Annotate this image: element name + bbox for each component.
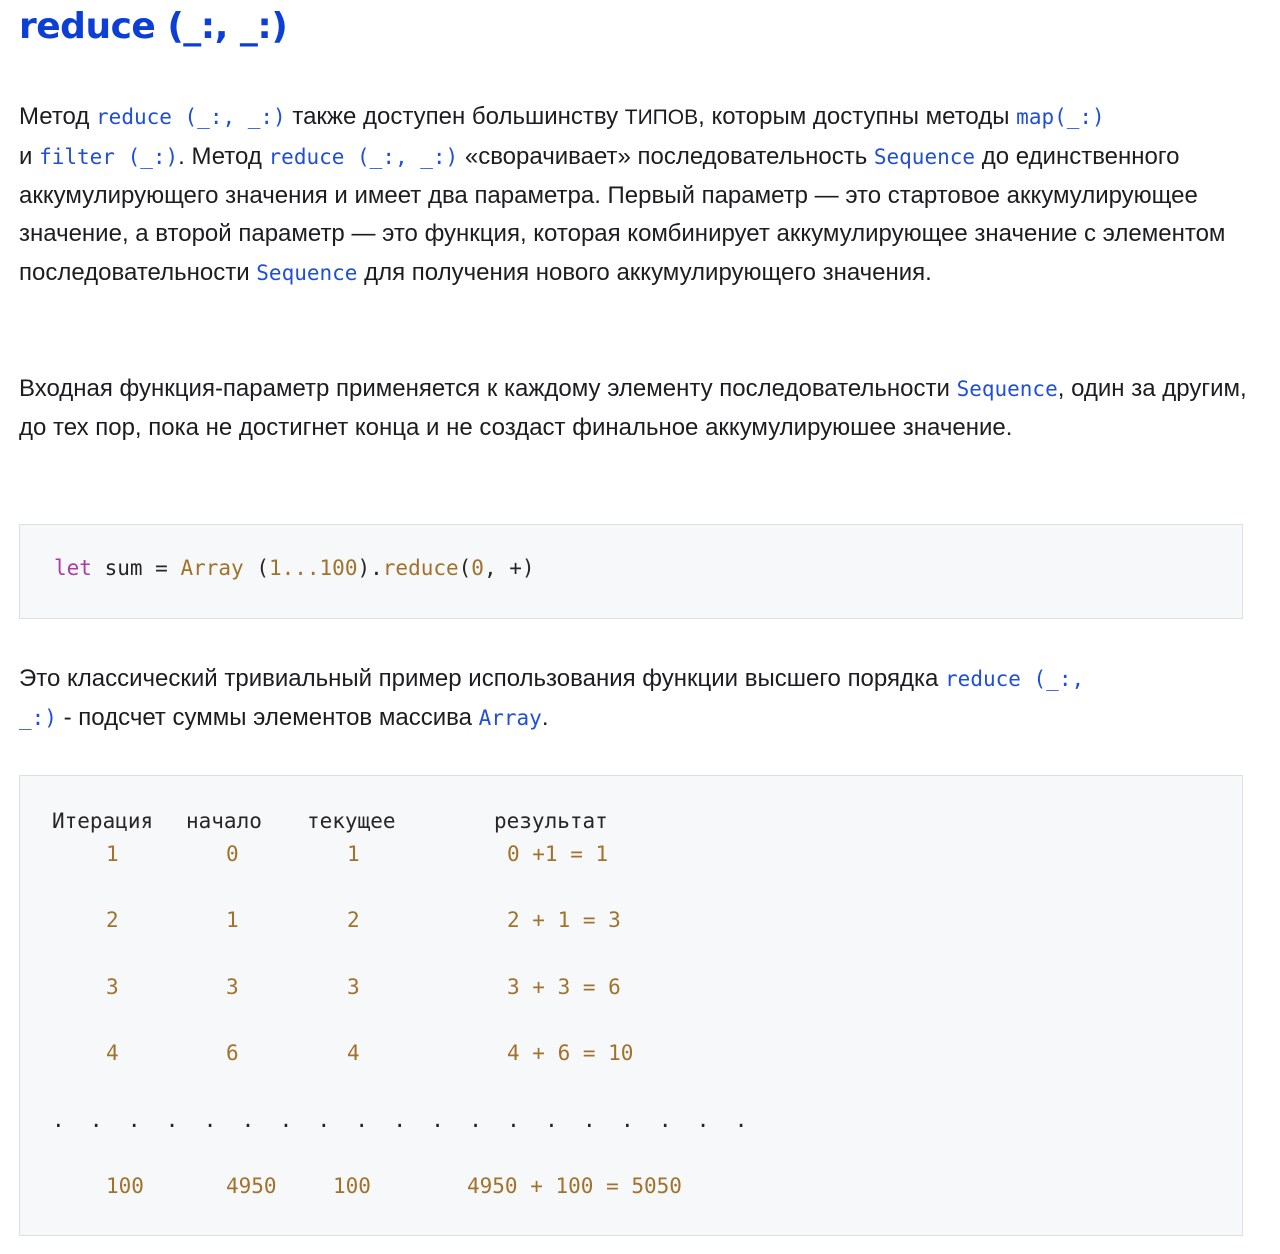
text: «сворачивает» последовательность	[458, 142, 874, 170]
text: - подсчет суммы элементов массива	[56, 703, 479, 731]
table-cell-result: 3 + 3 = 6	[507, 975, 621, 999]
page-title: reduce (_:, _:)	[19, 6, 288, 47]
text: .	[541, 703, 549, 731]
text: ТИПОВ	[624, 106, 699, 129]
table-cell-result: 0 +1 = 1	[507, 842, 609, 866]
table-cell-current: 1	[347, 842, 360, 866]
code-line	[54, 555, 535, 581]
table-cell-current: 3	[347, 975, 360, 999]
code-block-iteration-table	[19, 775, 1243, 1236]
table-cell-iteration: 100	[106, 1174, 144, 1198]
inline-code: Array	[478, 705, 542, 730]
table-cell-current: 2	[347, 908, 360, 932]
table-cell-iteration: 2	[106, 908, 119, 932]
text: Это классический тривиальный пример использования функции высшего порядка	[19, 665, 946, 692]
inline-code: reduce (_:, _:)	[96, 105, 286, 129]
text: . Метод	[178, 142, 269, 170]
text: до единственного аккумулирующего значения и имеет два параметра. Первый параметр — это стартовое аккумулирующее значение, а второй параметр — это функция, которая комбинирует аккумулирующее значение с элементом последовательности	[19, 142, 1226, 287]
paragraph-function-application	[19, 370, 1247, 448]
inline-code: map(_:)	[1016, 105, 1105, 129]
table-cell-result: 4950 + 100 = 5050	[467, 1174, 682, 1198]
text: , которым доступны методы	[698, 103, 1017, 130]
table-cell-iteration: 3	[106, 975, 119, 999]
inline-code: filter (_:)	[39, 144, 179, 169]
code-text: (	[458, 556, 472, 580]
table-header-current: текущее	[307, 809, 396, 833]
code-block-sum	[19, 524, 1243, 619]
table-header-start: начало	[186, 809, 262, 833]
inline-code: Sequence	[956, 377, 1058, 401]
code-method: reduce	[382, 556, 459, 580]
text: Входная функция-параметр применяется к каждому элементу последовательности	[19, 375, 957, 402]
table-cell-current: 100	[333, 1174, 371, 1198]
table-cell-start: 6	[226, 1041, 239, 1065]
code-text: sum =	[91, 556, 181, 580]
table-cell-start: 4950	[226, 1174, 277, 1198]
table-header-iteration: Итерация	[52, 809, 154, 833]
ellipsis-row: . . . . . . . . . . . . . . . . . . .	[52, 1108, 748, 1132]
code-number: 0	[471, 556, 484, 580]
code-text: ).	[357, 556, 383, 580]
paragraph-reduce-description	[19, 98, 1247, 293]
table-cell-result: 4 + 6 = 10	[507, 1041, 634, 1065]
text: также доступен большинству	[285, 103, 625, 130]
table-cell-iteration: 4	[106, 1041, 119, 1065]
table-cell-result: 2 + 1 = 3	[507, 908, 621, 932]
inline-code: Sequence	[256, 261, 358, 286]
text: , один за другим, до тех пор, пока не достигнет конца и не создаст финальное аккумулируюшее значение.	[19, 375, 1247, 441]
text: для получения нового аккумулирующего значения.	[357, 259, 932, 287]
table-cell-current: 4	[347, 1041, 360, 1065]
code-keyword: let	[54, 556, 92, 580]
table-cell-start: 3	[226, 975, 239, 999]
inline-code: reduce (_:, _:)	[268, 144, 459, 169]
table-cell-start: 0	[226, 842, 239, 866]
inline-code: _:)	[19, 705, 57, 730]
inline-code: Sequence	[873, 144, 976, 169]
text: Метод	[19, 103, 97, 130]
code-text: (	[243, 556, 269, 580]
code-text: , +)	[483, 556, 535, 580]
table-cell-iteration: 1	[106, 842, 119, 866]
text: и	[19, 142, 40, 170]
inline-code: reduce (_:,	[945, 667, 1085, 691]
table-cell-start: 1	[226, 908, 239, 932]
paragraph-classic-example	[19, 660, 1247, 738]
table-header-result: результат	[494, 809, 608, 833]
code-type: Array	[180, 556, 244, 580]
code-number: 1...100	[268, 556, 358, 580]
